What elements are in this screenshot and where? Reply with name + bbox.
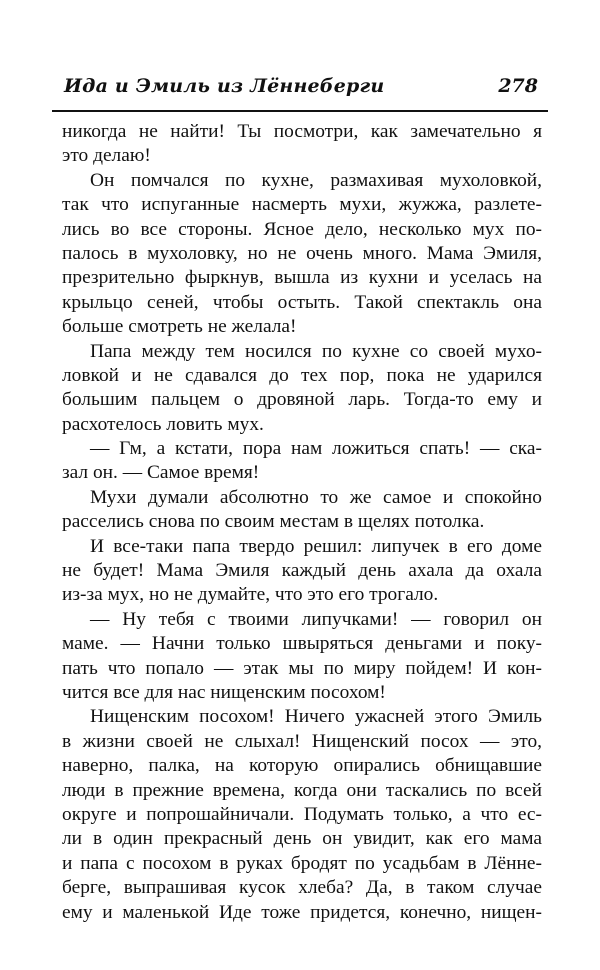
text-line: из-за мух, но не думайте, что это его трогало. [62,584,439,606]
text-line: лись во все стороны. Ясное дело, несколько мух по- [62,218,542,240]
text-line: Он помчался по кухне, размахивая мухоловкой, [90,169,542,191]
text-line: ловкой и не сдавался до тех пор, пока не ударился [62,364,542,386]
text-line: чится все для нас нищенским посохом! [62,681,386,703]
text-line: зал он. — Самое время! [62,462,260,484]
text-line: Папа между тем носился по кухне со своей мухо- [90,340,542,362]
text-line: округе и попрошайничали. Подумать только, а что ес- [62,803,542,825]
text-line: больше смотреть не желала! [62,316,297,338]
text-line: Нищенским посохом! Ничего ужасней этого Эмиль [90,706,542,728]
text-line: палось в мухоловку, но не очень много. Мама Эмиля, [62,242,542,264]
text-line: и папа с посохом в руках бродят по усадьбам в Лённе- [62,852,542,874]
text-line: берге, выпрашивая кусок хлеба? Да, в таком случае [62,877,542,899]
page-number: 278 [498,75,538,97]
text-line: пать что попало — этак мы по миру пойдем! И кон- [62,657,542,679]
text-line: ли в один прекрасный день он увидит, как его мама [62,828,542,850]
text-line: никогда не найти! Ты посмотри, как замечательно я [62,121,542,142]
text-line: не будет! Мама Эмиля каждый день ахала да охала [62,560,542,582]
text-line: расхотелось ловить мух. [62,413,264,435]
text-line: расселись снова по своим местам в щелях потолка. [62,511,485,533]
text-line: в жизни своей не слыхал! Нищенский посох — это, [62,730,542,752]
text-line: презрительно фыркнув, вышла из кухни и уселась на [62,267,542,289]
text-line: — Ну тебя с твоими липучками! — говорил он [90,608,542,630]
text-line: это делаю! [62,145,151,167]
text-line: маме. — Начни только швыряться деньгами и поку- [62,633,542,655]
text-line: большим пальцем о дровяной ларь. Тогда-то ему и [62,389,542,411]
text-line: И все-таки папа твердо решил: липучек в его доме [90,535,542,557]
body-text [62,120,542,925]
text-line: — Гм, а кстати, пора нам ложиться спать! — ска- [90,438,542,460]
text-line: люди в прежние времена, когда они таскались по всей [62,779,542,801]
running-title: Ида и Эмиль из Лённеберги [64,75,385,97]
running-head [52,72,548,102]
text-line: крыльцо сеней, чтобы остыть. Такой спектакль она [62,291,542,313]
header-rule [52,110,548,112]
text-line: ему и маленькой Иде тоже придется, конечно, нищен- [62,901,542,923]
text-line: Мухи думали абсолютно то же самое и спокойно [90,486,542,508]
text-line: наверно, палка, на которую опирались обнищавшие [62,755,542,777]
text-line: так что испуганные насмерть мухи, жужжа, разлете- [62,194,542,216]
